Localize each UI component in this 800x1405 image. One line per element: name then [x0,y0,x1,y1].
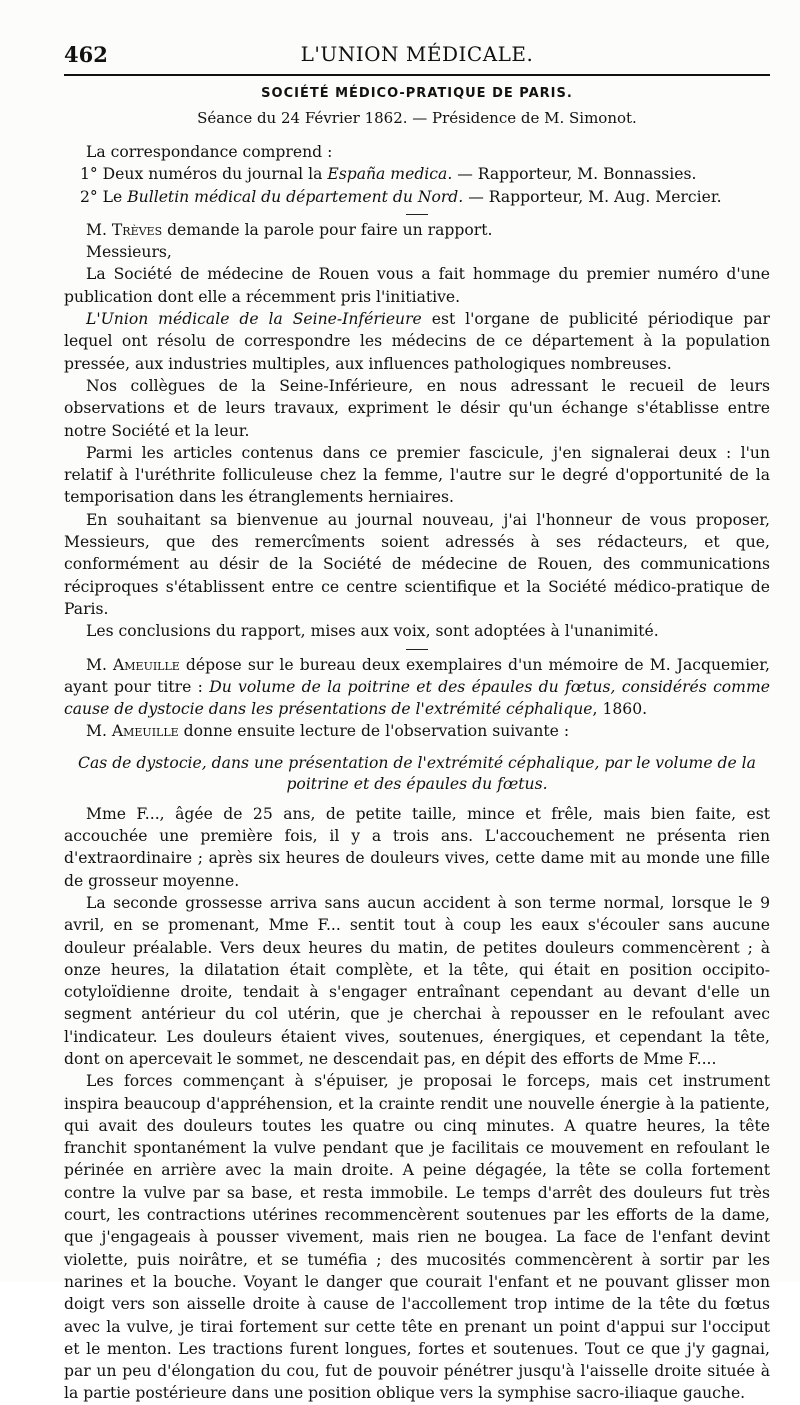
correspondance-item-2: 2° Le Bulletin médical du département du Nord. — Rapporteur, M. Aug. Mercier. [80,187,722,206]
ameuille-reading: M. Ameuille donne ensuite lecture de l'observation suivante : [86,722,570,741]
case-paragraph-1: Mme F..., âgée de 25 ans, de petite taille, mince et frêle, mais bien faite, est accouchée une première fois, il y a trois ans. L'accouchement ne présenta rien d'extraordinaire ; après six heures de douleurs vives, cette dame mit au monde une fille de grosseur moyenne. [64,804,770,890]
rapport-paragraph-2: L'Union médicale de la Seine-Inférieure est l'organe de publicité périodique par lequel ont résolu de correspondre les médecins de ce département à la population pressée, aux industries multiples, aux influences pathologiques nombreuses. [64,310,770,373]
rapport-paragraph-3: Nos collègues de la Seine-Inférieure, en nous adressant le recueil de leurs observations et de leurs travaux, expriment le désir qu'un échange s'établisse entre notre Société et la leur. [64,376,770,440]
case-title: Cas de dystocie, dans une présentation de l'extrémité céphalique, par le volume de la poitrine et des épaules du fœtus. [78,753,756,793]
salutation: Messieurs, [86,243,172,262]
page-number: 462 [64,42,108,67]
rapport-conclusion: Les conclusions du rapport, mises aux voix, sont adoptées à l'unanimité. [86,622,659,641]
running-header [64,38,770,74]
journal-name: L'Union médicale de la Seine-Inférieure [86,310,422,329]
separator [406,214,428,215]
rapport-paragraph-5: En souhaitant sa bienvenue au journal nouveau, j'ai l'honneur de vous proposer, Messieurs, que des remercîments soient adressés à ses rédacteurs, et que, conformément au désir de la Société de médecine de Rouen, des communications réciproques s'établissent entre ce centre scientifique et la Société médico-pratique de Paris. [64,510,770,618]
case-paragraph-2: La seconde grossesse arriva sans aucun accident à son terme normal, lorsque le 9 avril, en se promenant, Mme F... sentit tout à coup les eaux s'écouler sans aucune douleur préalable. Vers deux heures du matin, de petites douleurs commencèrent ; à onze heures, la dilatation était complète, et la tête, qui était en position occipito-cotyloïdienne droite, tendait à s'engager entraînant cependant au devant d'elle un segment antérieur du col utérin, que je cherchai à repousser en le refoulant avec l'indicateur. Les douleurs étaient vives, soutenues, énergiques, et cependant la tête, dont on apercevait le sommet, ne descendait pas, en dépit des efforts de Mme F.... [64,893,770,1068]
journal-title: L'UNION MÉDICALE. [300,42,534,66]
seance-line: Séance du 24 Février 1862. — Présidence de M. Simonot. [197,109,637,127]
case-paragraph-3: Les forces commençant à s'épuiser, je proposai le forceps, mais cet instrument inspira beaucoup d'appréhension, et la crainte rendit une nouvelle énergie à la patiente, qui avait des douleurs toutes les quatre ou cinq minutes. A quatre heures, la tête franchit spontanément la vulve pendant que je facilitais ce mouvement en refoulant le périnée en arrière avec la main droite. A peine dégagée, la tête se colla fortement contre la vulve par sa base, et resta immobile. Le temps d'arrêt des douleurs fut très court, les contractions utérines recommencèrent soutenues par les efforts de la dame, que j'engageais à pousser vivement, mais rien ne bougea. La face de l'enfant devint violette, puis noirâtre, et se tuméfia ; des mucosités commencèrent à sortir par les narines et la bouche. Voyant le danger que courait l'enfant et ne pouvant glisser mon doigt vers son aisselle droite à cause de l'accollement trop intime de la tête du fœtus avec la vulve, je tirai fortement sur cette tête en prenant un point d'appui sur l'occiput et le menton. Les tractions furent longues, fortes et soutenues. Tout ce que j'y gagnai, par un peu d'élongation du cou, fut de pouvoir pénétrer jusqu'à l'aisselle droite située à la partie postérieure dans une position oblique vers la symphise sacro-iliaque gauche. [64,1072,770,1403]
header-rule [64,74,770,76]
speaker-name: M. Trèves [86,220,163,239]
correspondance-intro: La correspondance comprend : [86,143,333,161]
speaker-name: M. Ameuille [86,655,180,674]
rapport-paragraph-1: La Société de médecine de Rouen vous a fait hommage du premier numéro d'une publication dont elle a récemment pris l'initiative. [64,265,770,306]
ameuille-deposit: M. Ameuille dépose sur le bureau deux exemplaires d'un mémoire de M. Jacquemier, ayant pour titre : Du volume de la poitrine et des épaules du fœtus, considérés comme cause de dystocie dans les présentations de l'extrémité céphalique, 1860. [64,655,770,719]
rapport-paragraph-4: Parmi les articles contenus dans ce premier fascicule, j'en signalerai deux : l'un relatif à l'uréthrite folliculeuse chez la femme, l'autre sur le degré d'opportunité de la temporisation dans les étranglements herniaires. [64,443,770,507]
speaker-name: M. Ameuille [86,722,179,741]
separator [406,649,428,650]
memoir-title: Du volume de la poitrine et des épaules du fœtus, considérés comme cause de dystocie dans les présentations de l'extrémité céphalique [64,677,770,719]
correspondance-item-1: 1° Deux numéros du journal la España medica. — Rapporteur, M. Bonnassies. [80,165,697,184]
journal-name: Bulletin médical du département du Nord. [127,187,464,206]
treves-request: M. Trèves demande la parole pour faire un rapport. [86,220,493,239]
journal-name: España medica. [327,165,453,184]
section-title: SOCIÉTÉ MÉDICO-PRATIQUE DE PARIS. [261,86,573,101]
